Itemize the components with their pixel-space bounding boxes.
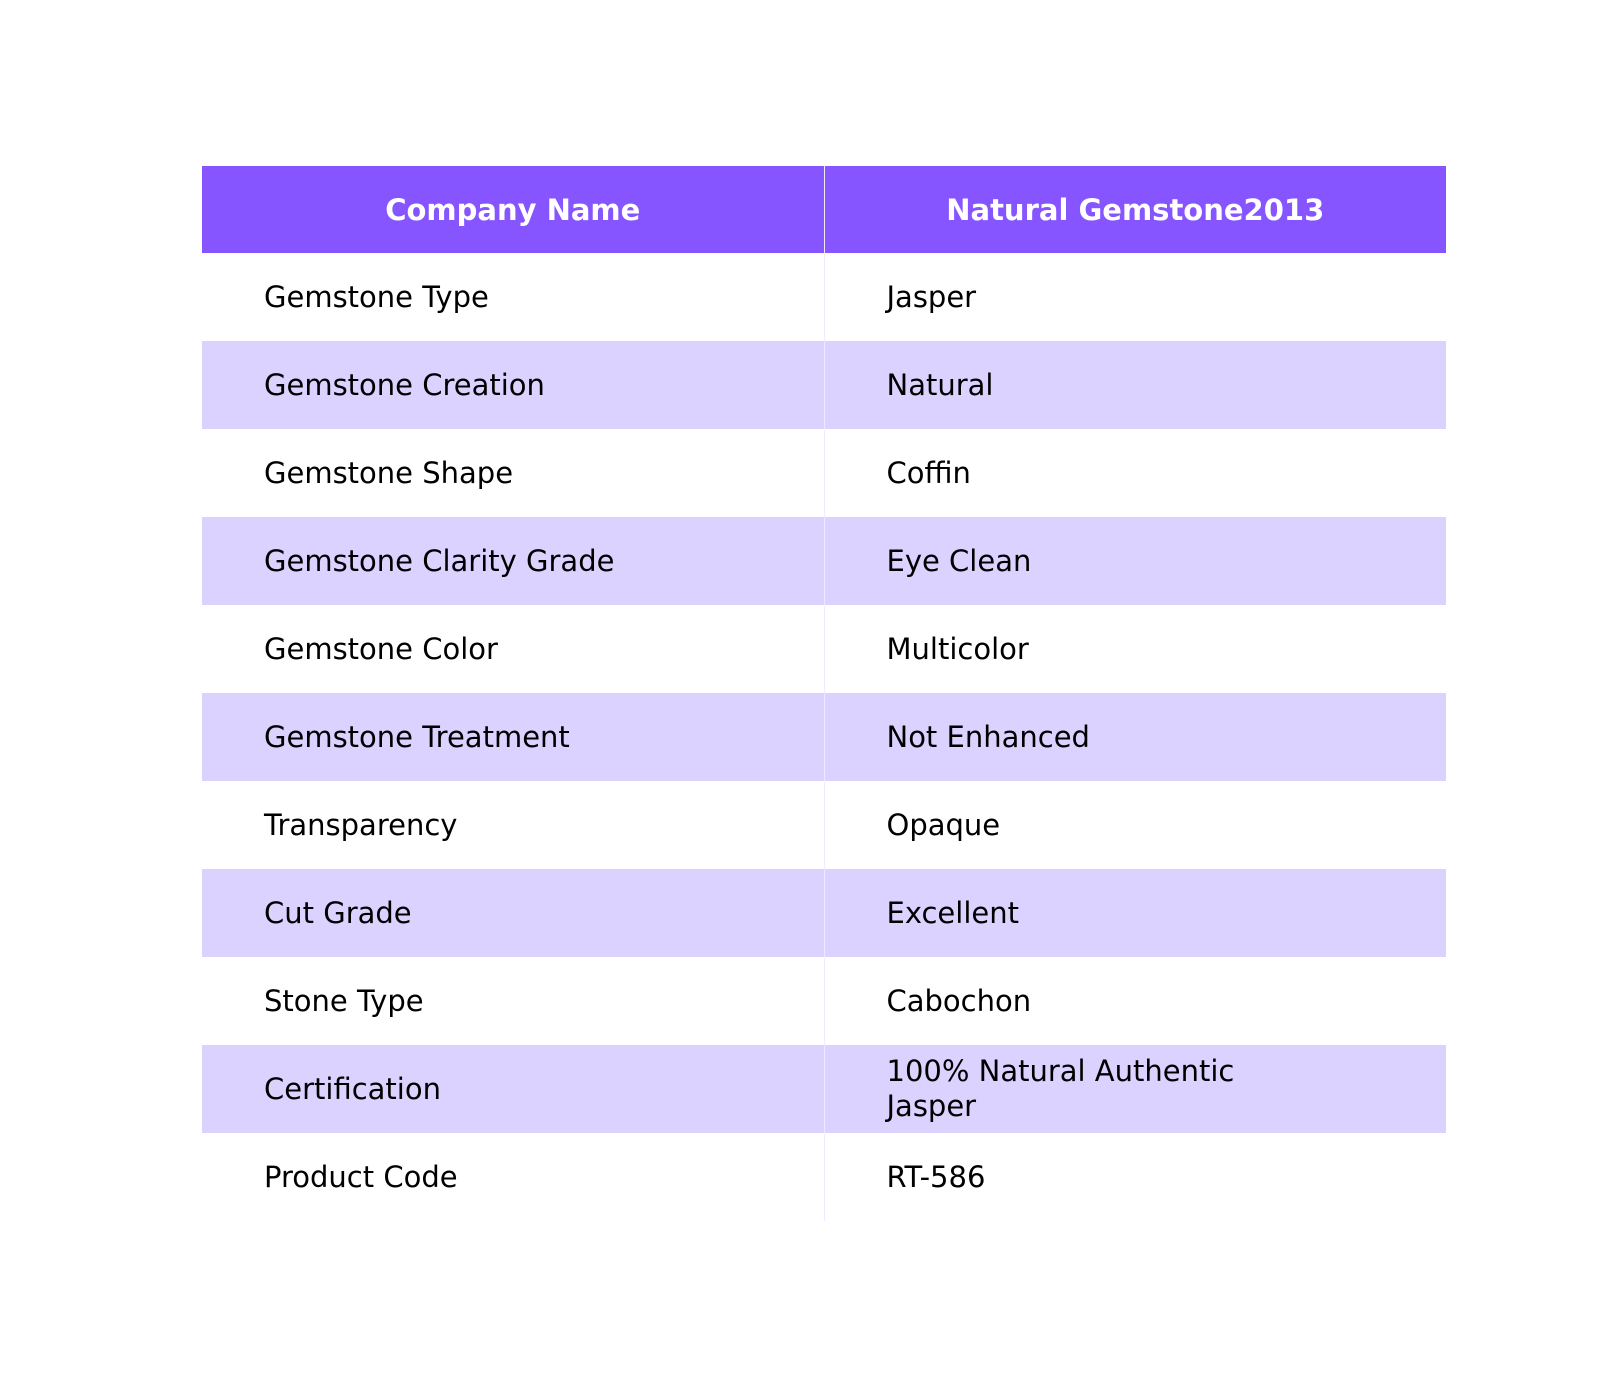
row-label: Gemstone Color (202, 605, 824, 693)
row-label: Stone Type (202, 957, 824, 1045)
row-value: Eye Clean (824, 517, 1446, 605)
row-value: RT-586 (886, 1159, 986, 1194)
table-row (202, 957, 1446, 1045)
row-label: Gemstone Type (202, 253, 824, 341)
table-row (202, 253, 1446, 341)
header-value: Natural Gemstone2013 (824, 166, 1446, 253)
table-header-row (202, 166, 1446, 253)
table-row (202, 1133, 1446, 1221)
row-label: Cut Grade (202, 869, 824, 957)
row-label: Gemstone Treatment (202, 693, 824, 781)
row-value: Jasper (886, 279, 977, 314)
row-value: Multicolor (886, 631, 1029, 666)
row-label: Transparency (202, 781, 824, 869)
table-row (202, 429, 1446, 517)
row-label: Product Code (202, 1133, 824, 1221)
row-value: Coffin (886, 455, 971, 490)
table-row (202, 341, 1446, 429)
row-value: 100% Natural Authentic Jasper (824, 1045, 1446, 1133)
table-row (202, 781, 1446, 869)
header-label: Company Name (202, 166, 824, 253)
row-label: Gemstone Creation (202, 341, 824, 429)
row-value: Natural (824, 341, 1446, 429)
table-row (202, 1045, 1446, 1133)
row-value: Not Enhanced (824, 693, 1446, 781)
row-label: Gemstone Clarity Grade (202, 517, 824, 605)
spec-table (202, 166, 1446, 1221)
row-label: Certification (202, 1045, 824, 1133)
row-value: Cabochon (886, 983, 1032, 1018)
row-label: Gemstone Shape (202, 429, 824, 517)
table-row (202, 869, 1446, 957)
row-value: Opaque (886, 807, 1001, 842)
table-row (202, 605, 1446, 693)
table-row (202, 693, 1446, 781)
row-value: Excellent (824, 869, 1446, 957)
table-row (202, 517, 1446, 605)
